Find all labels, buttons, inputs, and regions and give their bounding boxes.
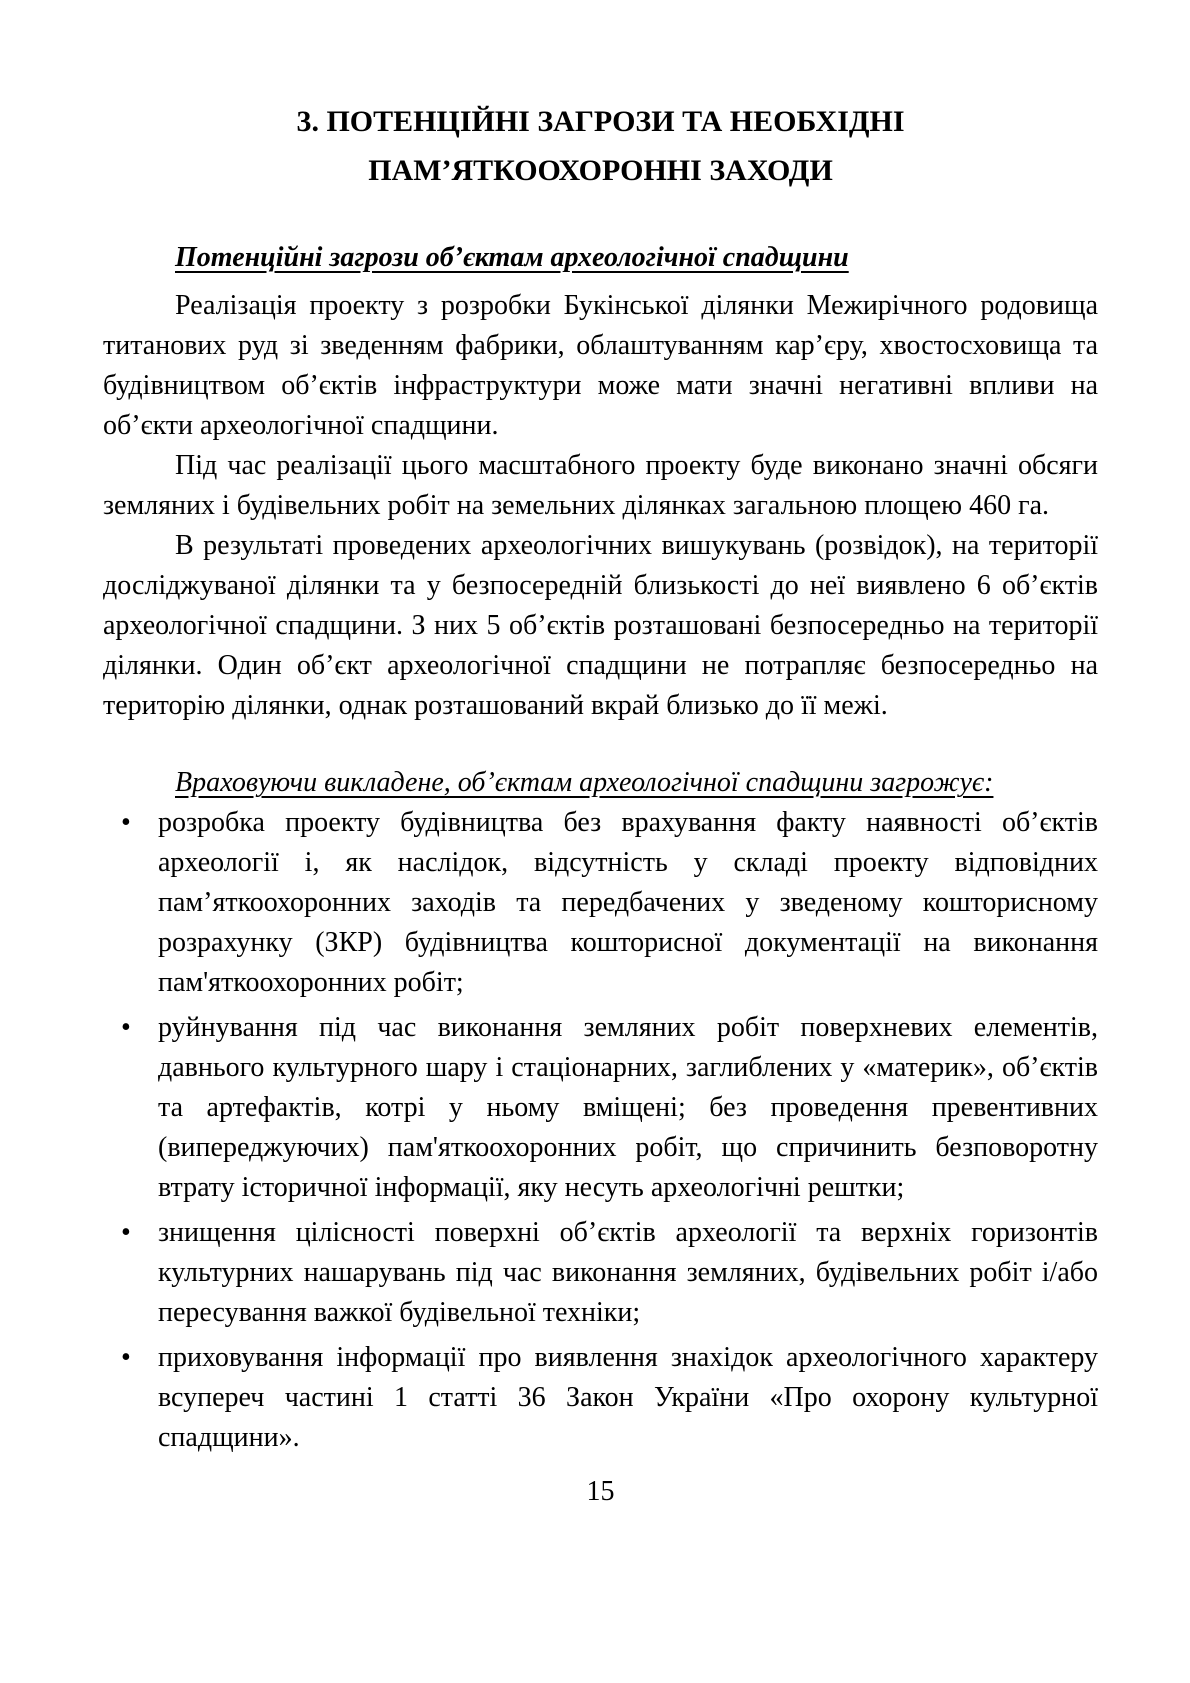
list-item-destruction: [103, 1008, 1098, 1208]
threat-list: [103, 803, 1098, 1458]
paragraph-earthworks: Під час реалізації цього масштабного проекту буде виконано значні обсяги земляних і будівельних робіт на земельних ділянках загальною площею 460 га.: [103, 450, 1098, 521]
section-heading-threats: [103, 238, 1098, 278]
title-line-2: ПАМ’ЯТКООХОРОННІ ЗАХОДИ: [368, 154, 833, 187]
bullet-icon: •: [121, 807, 131, 838]
bullet-icon: •: [121, 1217, 131, 1248]
bullet-icon: •: [121, 1342, 131, 1373]
page-number: 15: [586, 1476, 615, 1507]
list-item-text: руйнування під час виконання земляних робіт поверхневих елементів, давнього культурного шару і стаціонарних, заглиблених у «материк», об’єктів та артефактів, котрі у ньому вміщені; без проведення превентивних (випереджуючих) пам'яткоохоронних робіт, що спричинить безповоротну втрату історичної інформації, яку несуть археологічні рештки;: [158, 1012, 1098, 1203]
paragraph-survey-results: В результаті проведених археологічних вишукувань (розвідок), на території досліджуваної ділянки та у безпосередній близькості до неї виявлено 6 об’єктів археологічної спадщини. З них 5 об’єктів розташовані безпосередньо на території ділянки. Один об’єкт археологічної спадщини не потрапляє безпосередньо на територію ділянки, однак розташований вкрай близько до її межі.: [103, 530, 1098, 721]
list-item-text: знищення цілісності поверхні об’єктів археології та верхніх горизонтів культурних нашарувань під час виконання земляних, будівельних робіт і/або пересування важкої будівельної техніки;: [158, 1217, 1098, 1328]
list-item-design-omission: [103, 803, 1098, 1003]
section-heading-threats-text: Потенційні загрози об’єктам археологічної спадщини: [175, 242, 849, 273]
list-item-text: приховування інформації про виявлення знахідок археологічного характеру всупереч частині 1 статті 36 Закон України «Про охорону культурної спадщини».: [158, 1342, 1098, 1453]
bullet-icon: •: [121, 1012, 131, 1043]
section-heading-risks: [103, 763, 1098, 803]
list-item-text: розробка проекту будівництва без врахування факту наявності об’єктів археології і, як наслідок, відсутність у складі проекту відповідних пам’яткоохоронних заходів та передбачених у зведеному кошторисному розрахунку (ЗКР) будівництва кошторисної документації на виконання пам'яткоохоронних робіт;: [158, 807, 1098, 998]
list-item-surface-damage: [103, 1213, 1098, 1333]
title-line-1: 3. ПОТЕНЦІЙНІ ЗАГРОЗИ ТА НЕОБХІДНІ: [296, 105, 905, 138]
list-item-concealment: [103, 1338, 1098, 1458]
section-heading-risks-text: Враховуючи викладене, об’єктам археологічної спадщини загрожує:: [175, 767, 994, 798]
page-title: [103, 97, 1098, 195]
paragraph-realization: Реалізація проекту з розробки Букінської ділянки Межирічного родовища титанових руд зі зведенням фабрики, облаштуванням кар’єру, хвостосховища та будівництвом об’єктів інфраструктури може мати значні негативні впливи на об’єкти археологічної спадщини.: [103, 290, 1098, 441]
